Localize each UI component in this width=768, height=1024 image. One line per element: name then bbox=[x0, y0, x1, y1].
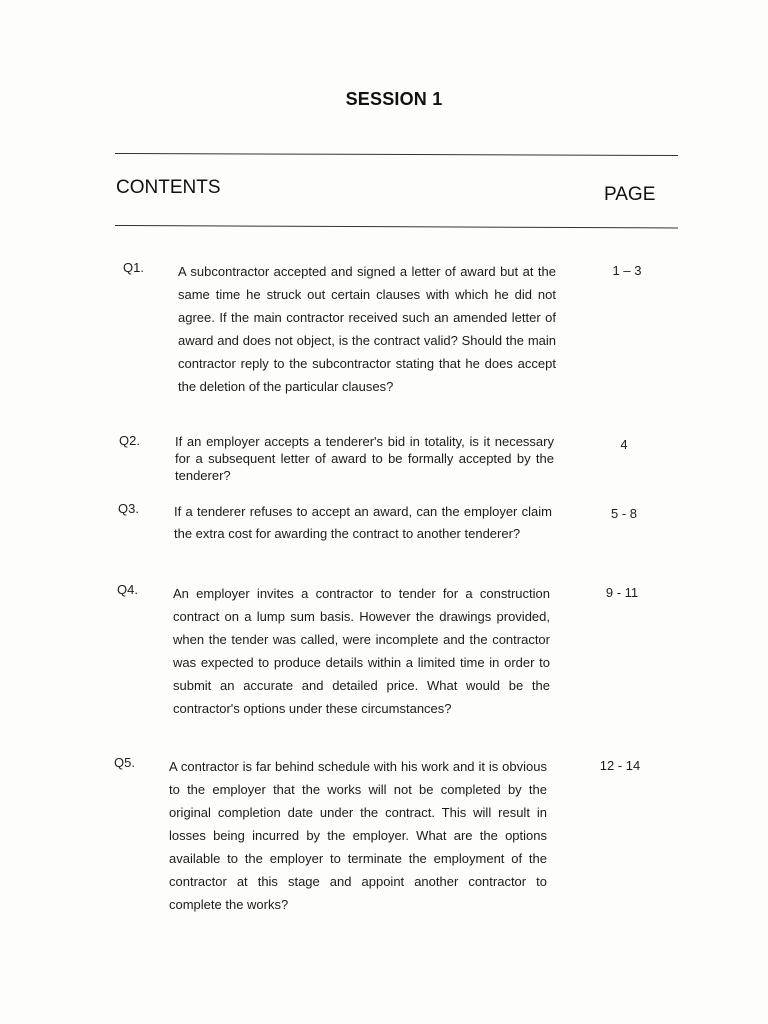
question-number: Q2. bbox=[119, 433, 140, 448]
page-column-heading: PAGE bbox=[604, 184, 656, 205]
question-text: An employer invites a contractor to tender for a construction contract on a lump sum basis. However the drawings provided, when the tender was called, were incomplete and the contractor was expected to produce details within a limited time in order to submit an accurate and detailed price. What would be the contractor's options under these circumstances? bbox=[173, 586, 550, 716]
question-text: A contractor is far behind schedule with his work and it is obvious to the employer that the works will not be completed by the original completion date under the contract. This will result in losses being incurred by the employer. What are the options available to the employer to terminate the employment of the contractor at this stage and appoint another contractor to complete the works? bbox=[169, 759, 547, 912]
page-range: 12 - 14 bbox=[599, 758, 641, 773]
question-number: Q5. bbox=[114, 755, 135, 770]
question-text: If an employer accepts a tenderer's bid in totality, is it necessary for a subsequent letter of award to be formally accepted by the tenderer? bbox=[175, 434, 554, 483]
question-text: If a tenderer refuses to accept an award, can the employer claim the extra cost for awarding the contract to another tenderer? bbox=[174, 504, 552, 541]
question-text: A subcontractor accepted and signed a letter of award but at the same time he struck out certain clauses with which he did not agree. If the main contractor received such an amended letter of award and does not object, is the contract valid? Should the main contractor reply to the subcontractor stating that he does accept the deletion of the particular clauses? bbox=[178, 264, 556, 394]
page-range: 4 bbox=[620, 437, 628, 452]
question-number: Q4. bbox=[117, 582, 138, 597]
page-range: 9 - 11 bbox=[605, 585, 639, 600]
session-title: SESSION 1 bbox=[345, 89, 443, 109]
page-range: 5 - 8 bbox=[610, 506, 637, 521]
contents-heading: CONTENTS bbox=[116, 177, 221, 198]
question-number: Q3. bbox=[118, 501, 139, 516]
page-range: 1 – 3 bbox=[612, 263, 642, 278]
top-divider bbox=[115, 153, 678, 156]
bottom-divider bbox=[115, 225, 678, 228]
question-number: Q1. bbox=[123, 260, 144, 275]
